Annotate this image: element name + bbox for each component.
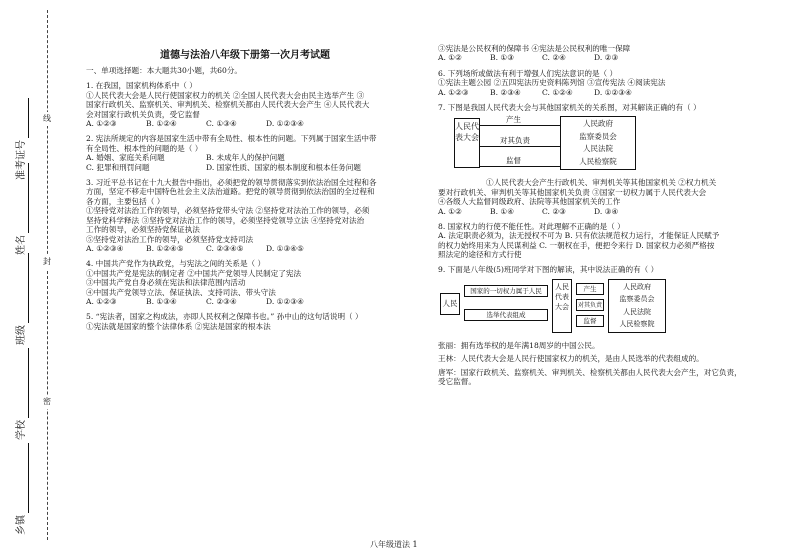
label-school: 学校: [16, 348, 29, 440]
arrow-produce: [480, 125, 560, 126]
options: A. ①②③ B. ②③④ C. ①②④ D. ①②③④: [438, 87, 632, 97]
question-5: 5. “宪法者，国家之构成法，亦即人民权利之保障书也。” 孙中山的这句话说明（ ） ①宪法就是国家的整个法律体系 ②宪法是国家的根本法: [86, 312, 363, 331]
exam-title: 道德与法治八年级下册第一次月考试题: [160, 50, 330, 61]
npc-box-2: 人民代表大会: [552, 279, 572, 333]
question-7: 7. 下图是我国人民代表大会与其他国家机关的关系图，对其解读正确的有（ ） 人民代表大会 产生 对其负责 监督 人民政府 监察委员会 人民法院 人民检察院 ①人民代表大会产生行政机关、审判机关等其他国家机关 ②权力机关 要对行政机关、审判机关等其他国家机关负责 ③国家一切权力属于人民代表大会 ④各级人大监督同级政府、法院等其他国家机关的工作 A. ①② B. ①④ C. ②③ D. ③④: [438, 103, 778, 216]
seal-mark-secret: 密: [41, 395, 53, 409]
question-2: 2. 宪法所规定的内容是国家生活中带有全局性、根本性的问题。下列属于国家生活中带 有全局性、根本性的问题的是（ ） A. 婚姻、家庭关系问题 B. 未成年人的保护问题 C. 犯罪和刑罚问题 D. 国家性质、国家的根本制度和根本任务问题: [86, 134, 377, 172]
options: A. ①②③ B. ①②④ C. ①③④ D. ①②③④: [86, 119, 304, 129]
question-4: 4. 中国共产党作为执政党，与宪法之间的关系是（ ） ①中国共产党是宪法的制定者 ②中国共产党领导人民制定了宪法 ③中国共产党自身必须在宪法和法律范围内活动 ④中国共产党领导立法、保证执法、支持司法、带头守法 A. ①②③ B. ①③④ C. ②③④ D. ①②③④: [86, 259, 428, 306]
right-column: [438, 44, 778, 387]
options: A. ①② B. ①④ C. ②③ D. ③④: [438, 206, 619, 216]
section-heading: 一、单项选择题：本大题共30小题，共60分。: [86, 66, 243, 75]
elect-box: 选举代表组成: [464, 309, 548, 321]
options: A. ①②③④ B. ①②④⑤ C. ②③④⑤ D. ①③④⑤: [86, 244, 304, 254]
state-organs-box: 人民政府 监察委员会 人民法院 人民检察院: [560, 116, 636, 170]
question-5-continued: ③宪法是公民权利的保障书 ④宪法是公民权利的唯一保障 A. ①② B. ①③ C. ②④ D. ②③: [438, 44, 778, 63]
label-township: 乡镇: [16, 443, 29, 535]
seal-mark-seal: 封: [41, 255, 53, 269]
power-belongs-box: 国家的一切权力属于人民: [464, 285, 548, 297]
binding-strip: [0, 0, 60, 558]
question-6: 6. 下列场所或做法有利于增强人们宪法意识的是（ ） ①宪法主题公园 ②五四宪法历史资料陈列馆 ③宣传宪法 ④阅读宪法 A. ①②③ B. ②③④ C. ①②④ D. ①②③④: [438, 69, 778, 97]
page-footer: 八年级道法 1: [370, 540, 418, 549]
question-8: 8. 国家权力的行使不能任性。对此理解不正确的是（ ） A. 法定职责必须为，法无授权不可为 B. 只有依法规范权力运行，才能保证人民赋予 的权力始终用来为人民谋利益 C. 一朝权在手，便把令来行 D. 国家权力必须严格按 照法定的途径和方式行使: [438, 221, 720, 260]
npc-box: 人民代表大会: [454, 118, 480, 168]
question-9: 9. 下面是八年级(5)班同学对下图的解读，其中说法正确的有（ ） 人民 国家的一切权力属于人民 选举代表组成 人民代表大会 产生 对其负责 监督 人民政府 监察委员会 人民法院 人民检察院 张丽：拥有选举权的是年满18周岁的中国公民。 王林：人民代表大会是人民行使国家权力的机关，是由人民选举的代表组成的。 唐军：国家行政机关、监察机关、审判机关、检察机关都由人民代表大会产生，对它负责， 受它监督。: [438, 265, 778, 386]
q9-diagram: 人民 国家的一切权力属于人民 选举代表组成 人民代表大会 产生 对其负责 监督 人民政府 监察委员会 人民法院 人民检察院: [440, 277, 778, 335]
arrow-supervise: [480, 166, 560, 167]
q7-diagram: 人民代表大会 产生 对其负责 监督 人民政府 监察委员会 人民法院 人民检察院: [450, 114, 778, 172]
label-class: 班级: [16, 253, 29, 345]
state-organs-box-2: 人民政府 监察委员会 人民法院 人民检察院: [608, 279, 666, 333]
seal-mark-line: 线: [41, 112, 53, 126]
left-column: [86, 66, 428, 331]
options: A. ①② B. ①③ C. ②④ D. ②③: [438, 53, 619, 63]
options: A. ①②③ B. ①③④ C. ②③④ D. ①②③④: [86, 297, 304, 307]
people-box: 人民: [440, 293, 460, 315]
question-3: 3. 习近平总书记在十九大报告中指出，必须把党的领导贯彻落实到依法治国全过程和各 方面，坚定不移走中国特色社会主义法治道路。把党的领导贯彻到依法治国的全过程和 各方面，主要包括（ ） ①坚持党对法治工作的领导，必须坚持党带头守法 ②坚持党对法治工作的领导，必须 坚持党科学释法 ③坚持党对法治工作的领导，必须坚持党领导立法 ④坚持党对法治 工作的领导，必须坚持党保证执法 ⑤坚持党对法治工作的领导，必须坚持党支持司法 A. ①②③④ B. ①②④⑤ C. ②③④⑤ D. ①③④⑤: [86, 178, 428, 254]
label-name: 姓名: [16, 163, 29, 255]
label-exam-number: 准考证号: [16, 98, 29, 180]
cut-line: [47, 10, 48, 540]
arrow-responsible: [480, 146, 560, 147]
question-1: 1. 在我国，国家机构体系中（ ） ①人民代表大会是人民行使国家权力的机关 ②全国人民代表大会由民主选举产生 ③ 国家行政机关、监察机关、审判机关、检察机关都由人民代表大会产生 ④人民代表大 会对国家行政机关负责，受它监督 A. ①②③ B. ①②④ C. ①③④ D. ①②③④: [86, 81, 428, 128]
